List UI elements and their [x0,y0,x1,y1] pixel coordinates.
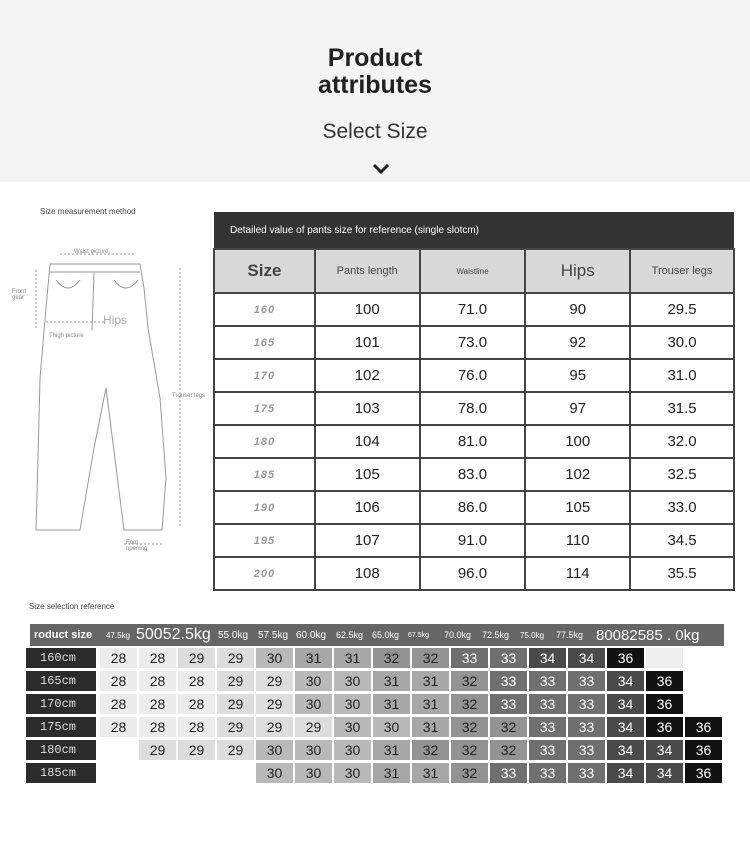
value-cell: 104 [315,425,420,458]
size-cell: 30 [256,763,293,783]
size-cell: 165 [214,326,315,359]
size-cell: 30 [256,740,293,760]
chevron-down-icon [371,162,391,176]
value-cell: 90 [525,293,630,326]
value-cell: 102 [315,359,420,392]
weight-header: 47.5kg [106,630,131,640]
size-cell: 30 [334,671,371,691]
size-cell: 29 [217,694,254,714]
size-cell: 32 [451,763,488,783]
size-cell: 30 [295,763,332,783]
value-cell: 105 [525,491,630,524]
value-cell: 97 [525,392,630,425]
size-cell: 34 [607,717,644,737]
value-cell: 30.0 [630,326,734,359]
size-cell: 36 [685,717,722,737]
size-cell: 34 [607,740,644,760]
size-cell [685,694,722,714]
size-cell: 31 [373,740,410,760]
size-cell: 200 [214,557,315,590]
value-cell: 73.0 [420,326,526,359]
title-line-2: attributes [318,71,432,99]
weight-header: 72.5kg [482,630,510,640]
table-row [214,392,734,425]
weight-header: 55.0kg [218,629,249,641]
weight-header: 67.5kg [408,631,430,639]
size-cell: 33 [490,763,527,783]
weight-header: 80082585 . 0kg [596,626,700,644]
size-cell: 36 [685,763,722,783]
size-cell [685,648,722,668]
size-cell: 28 [178,694,215,714]
size-cell: 34 [646,763,683,783]
size-cell: 28 [178,717,215,737]
size-cell: 32 [451,694,488,714]
header-pants-length: Pants length [315,249,420,293]
size-cell: 31 [373,763,410,783]
height-label: 160cm [26,648,96,668]
size-cell [685,671,722,691]
size-cell: 28 [139,648,176,668]
value-cell: 35.5 [630,557,734,590]
value-cell: 34.5 [630,524,734,557]
size-cell: 32 [490,717,527,737]
weight-header: 75.0kg [520,630,545,640]
page-title [0,45,750,99]
selection-row [26,740,724,760]
size-cell: 31 [373,671,410,691]
size-cell: 31 [412,671,449,691]
weight-header: 62.5kg [336,630,364,640]
measurement-method-label: Size measurement method [40,207,136,216]
size-cell: 28 [100,648,137,668]
size-cell: 29 [217,648,254,668]
size-cell: 28 [100,694,137,714]
size-cell [178,763,215,783]
size-cell: 30 [334,763,371,783]
value-cell: 101 [315,326,420,359]
foot-opening-label: Foot opening [126,540,148,552]
size-cell: 29 [178,648,215,668]
size-cell: 170 [214,359,315,392]
size-cell: 33 [529,740,566,760]
selection-header-bar [30,624,724,646]
table-row [214,293,734,326]
value-cell: 33.0 [630,491,734,524]
size-cell: 33 [568,717,605,737]
value-cell: 102 [525,458,630,491]
height-label: 165cm [26,671,96,691]
value-cell: 31.0 [630,359,734,392]
size-cell: 29 [217,717,254,737]
hips-label: Hips [103,313,128,327]
size-cell: 160 [214,293,315,326]
value-cell: 92 [525,326,630,359]
size-cell [100,763,137,783]
size-cell [139,763,176,783]
size-cell: 36 [607,648,644,668]
size-cell [646,648,683,668]
size-cell: 33 [490,694,527,714]
thigh-label: Thigh picture [49,333,84,339]
selection-row [26,671,724,691]
size-cell: 33 [529,694,566,714]
size-cell: 185 [214,458,315,491]
size-cell: 31 [412,763,449,783]
size-cell: 175 [214,392,315,425]
size-cell: 28 [139,694,176,714]
size-cell: 29 [178,740,215,760]
size-cell: 33 [568,763,605,783]
size-cell: 32 [373,648,410,668]
value-cell: 103 [315,392,420,425]
size-cell: 36 [646,694,683,714]
title-line-1: Product [327,44,423,72]
size-cell: 28 [139,717,176,737]
size-cell: 34 [607,671,644,691]
header-size: Size [214,249,315,293]
value-cell: 100 [315,293,420,326]
value-cell: 83.0 [420,458,526,491]
size-cell: 28 [100,717,137,737]
selection-reference-label: Size selection reference [29,602,115,611]
value-cell: 96.0 [420,557,526,590]
value-cell: 29.5 [630,293,734,326]
table-row [214,491,734,524]
table-row [214,425,734,458]
size-cell: 30 [334,694,371,714]
size-cell: 30 [295,671,332,691]
value-cell: 95 [525,359,630,392]
size-cell: 32 [451,740,488,760]
weight-header: 77.5kg [556,630,584,640]
value-cell: 31.5 [630,392,734,425]
size-cell: 30 [295,740,332,760]
height-label: 180cm [26,740,96,760]
weight-header: 70.0kg [444,630,472,640]
size-cell: 29 [256,671,293,691]
size-cell: 30 [373,717,410,737]
size-cell: 33 [568,740,605,760]
weight-header: 57.5kg [258,629,289,641]
value-cell: 81.0 [420,425,526,458]
size-table-caption: Detailed value of pants size for reference (single slotcm) [214,212,734,249]
size-cell: 30 [256,648,293,668]
header-banner [0,0,750,182]
size-cell: 36 [685,740,722,760]
size-cell: 29 [256,717,293,737]
size-cell: 29 [295,717,332,737]
value-cell: 78.0 [420,392,526,425]
value-cell: 71.0 [420,293,526,326]
selection-row [26,648,724,668]
header-waistline: Waistline [420,249,526,293]
value-cell: 108 [315,557,420,590]
size-cell: 36 [646,717,683,737]
size-cell [217,763,254,783]
size-cell: 28 [139,671,176,691]
size-cell: 30 [334,717,371,737]
size-cell: 195 [214,524,315,557]
size-cell: 34 [568,648,605,668]
size-cell: 32 [412,740,449,760]
weight-header: 65.0kg [372,630,400,640]
size-cell: 33 [490,671,527,691]
waist-label: Waist picture [74,249,109,255]
size-cell: 28 [100,671,137,691]
size-cell: 31 [373,694,410,714]
trouser-length-label: Trouser legs [172,393,206,399]
size-cell: 34 [529,648,566,668]
size-cell: 30 [295,694,332,714]
height-label: 175cm [26,717,96,737]
size-cell: 32 [412,648,449,668]
value-cell: 86.0 [420,491,526,524]
height-label: 170cm [26,694,96,714]
value-cell: 32.0 [630,425,734,458]
size-cell: 31 [412,717,449,737]
size-cell: 36 [646,671,683,691]
size-cell: 34 [607,763,644,783]
value-cell: 114 [525,557,630,590]
size-cell: 32 [451,717,488,737]
size-cell: 34 [646,740,683,760]
table-row [214,326,734,359]
table-row [214,524,734,557]
weight-header: 60.0kg [296,629,327,641]
value-cell: 107 [315,524,420,557]
weight-header: 50052.5kg [136,626,211,643]
header-hips: Hips [525,249,630,293]
value-cell: 100 [525,425,630,458]
size-cell: 180 [214,425,315,458]
value-cell: 91.0 [420,524,526,557]
size-chart-table [213,212,735,591]
size-cell: 29 [139,740,176,760]
size-cell: 33 [529,763,566,783]
size-cell: 31 [295,648,332,668]
size-cell: 30 [334,740,371,760]
size-cell [100,740,137,760]
value-cell: 106 [315,491,420,524]
value-cell: 110 [525,524,630,557]
size-cell: 33 [529,671,566,691]
size-cell: 33 [529,717,566,737]
table-row [214,458,734,491]
size-cell: 33 [490,648,527,668]
size-cell: 33 [451,648,488,668]
weight-header: roduct size [34,629,93,641]
front-gear-label: Front gear [12,289,27,301]
selection-row [26,717,724,737]
table-row [214,359,734,392]
select-size-heading: Select Size [322,120,428,143]
size-cell: 29 [256,694,293,714]
value-cell: 105 [315,458,420,491]
size-cell: 28 [178,671,215,691]
size-cell: 33 [568,671,605,691]
size-cell: 29 [217,740,254,760]
size-cell: 34 [607,694,644,714]
value-cell: 76.0 [420,359,526,392]
size-cell: 31 [334,648,371,668]
selection-row [26,694,724,714]
size-cell: 32 [451,671,488,691]
table-row [214,557,734,590]
selection-row [26,763,724,783]
value-cell: 32.5 [630,458,734,491]
header-trouser-legs: Trouser legs [630,249,734,293]
size-cell: 32 [490,740,527,760]
size-cell: 33 [568,694,605,714]
selection-grid [26,648,724,786]
size-cell: 31 [412,694,449,714]
size-cell: 190 [214,491,315,524]
height-label: 185cm [26,763,96,783]
size-cell: 29 [217,671,254,691]
